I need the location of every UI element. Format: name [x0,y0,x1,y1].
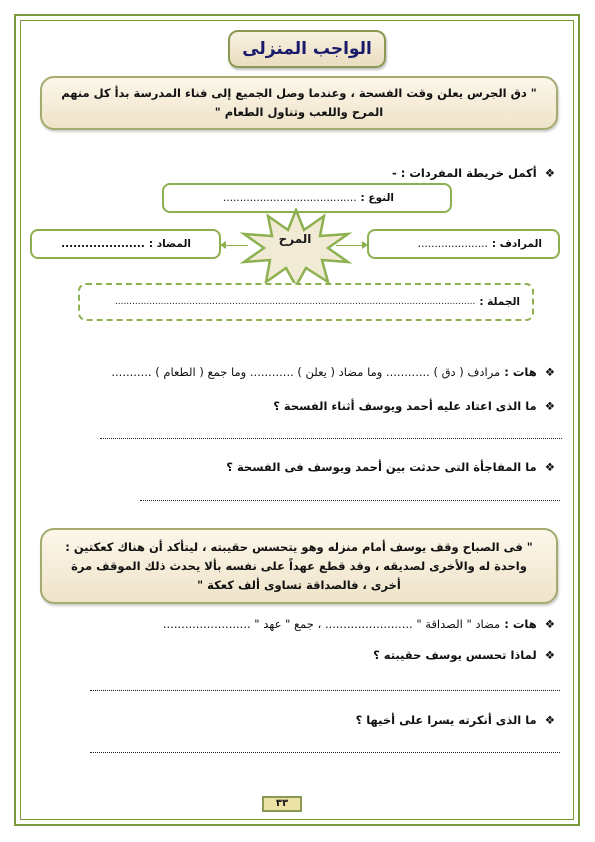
arrow-left-head-icon [220,241,226,249]
sentence-label: الجملة : [479,296,520,308]
passage-1: " دق الجرس يعلن وقت الفسحة ، وعندما وصل الجميع إلى فناء المدرسة بدأ كل منهم المرح واللعب وتناول الطعام " [40,76,558,130]
type-label: النوع : [360,192,394,204]
page-number: ٣٣ [262,796,302,812]
arrow-right-head-icon [362,241,368,249]
type-blank: ........................................ [223,192,357,204]
vocab-sentence-box[interactable] [78,283,534,321]
vocab-map-heading [392,166,555,180]
passage-2: " فى الصباح وقف يوسف أمام منزله وهو يتحسس حقيبته ، ليتأكد أن هناك كعكتين : واحدة له والأخرى لصديقه ، وقد قطع عهداً على نفسه بألا يحدث ذلك الموقف مرة أخرى ، فالصداقة تساوى ألف كعكة " [40,528,558,604]
question-2 [226,460,555,474]
answer-line-2[interactable] [140,500,560,501]
question-1-text: ما الذى اعتاد عليه أحمد ويوسف أثناء الفسحة ؟ [273,399,537,413]
antonym-blank: ..................... [61,238,145,250]
bullet-icon: ❖ [544,365,555,379]
bullet-icon: ❖ [544,648,555,662]
bullet-icon: ❖ [544,166,555,180]
vocab-antonym-box[interactable] [30,229,221,259]
vocab-center-word: المرح [278,232,312,246]
question-3-text: لماذا تحسس يوسف حقيبته ؟ [373,648,537,662]
question-4 [356,713,555,727]
give-question-1 [111,365,555,379]
bullet-icon: ❖ [544,399,555,413]
question-2-text: ما المفاجأة التى حدثت بين أحمد ويوسف فى الفسحة ؟ [226,460,537,474]
sentence-blank: .............................................................................................................................. [114,297,476,307]
question-1 [273,399,555,413]
vocab-map-heading-text: أكمل خريطة المفردات : - [391,166,537,180]
answer-line-3[interactable] [90,690,560,691]
question-3 [373,648,555,662]
answer-line-1[interactable] [100,438,562,439]
bullet-icon: ❖ [544,460,555,474]
bullet-icon: ❖ [544,713,555,727]
give-question-1-text: مرادف ( دق ) ............ وما مضاد ( يعلن ) ............ وما جمع ( الطعام ) ........... [111,365,501,379]
page-inner-border [20,20,574,820]
antonym-label: المضاد : [148,238,191,250]
answer-line-4[interactable] [90,752,560,753]
give-question-2-label: هات : [504,617,537,631]
synonym-label: المرادف : [491,238,542,250]
give-question-2 [163,617,555,631]
synonym-blank: ..................... [417,238,488,250]
give-question-1-label: هات : [504,365,537,379]
page-title: الواجب المنزلى [228,30,386,68]
question-4-text: ما الذى أنكرته يسرا على أخيها ؟ [355,713,537,727]
star-burst-icon [236,208,356,288]
bullet-icon: ❖ [544,617,555,631]
give-question-2-text: مضاد " الصداقة " ........................ ، جمع " عهد " ........................ [162,617,501,631]
vocab-synonym-box[interactable] [367,229,560,259]
